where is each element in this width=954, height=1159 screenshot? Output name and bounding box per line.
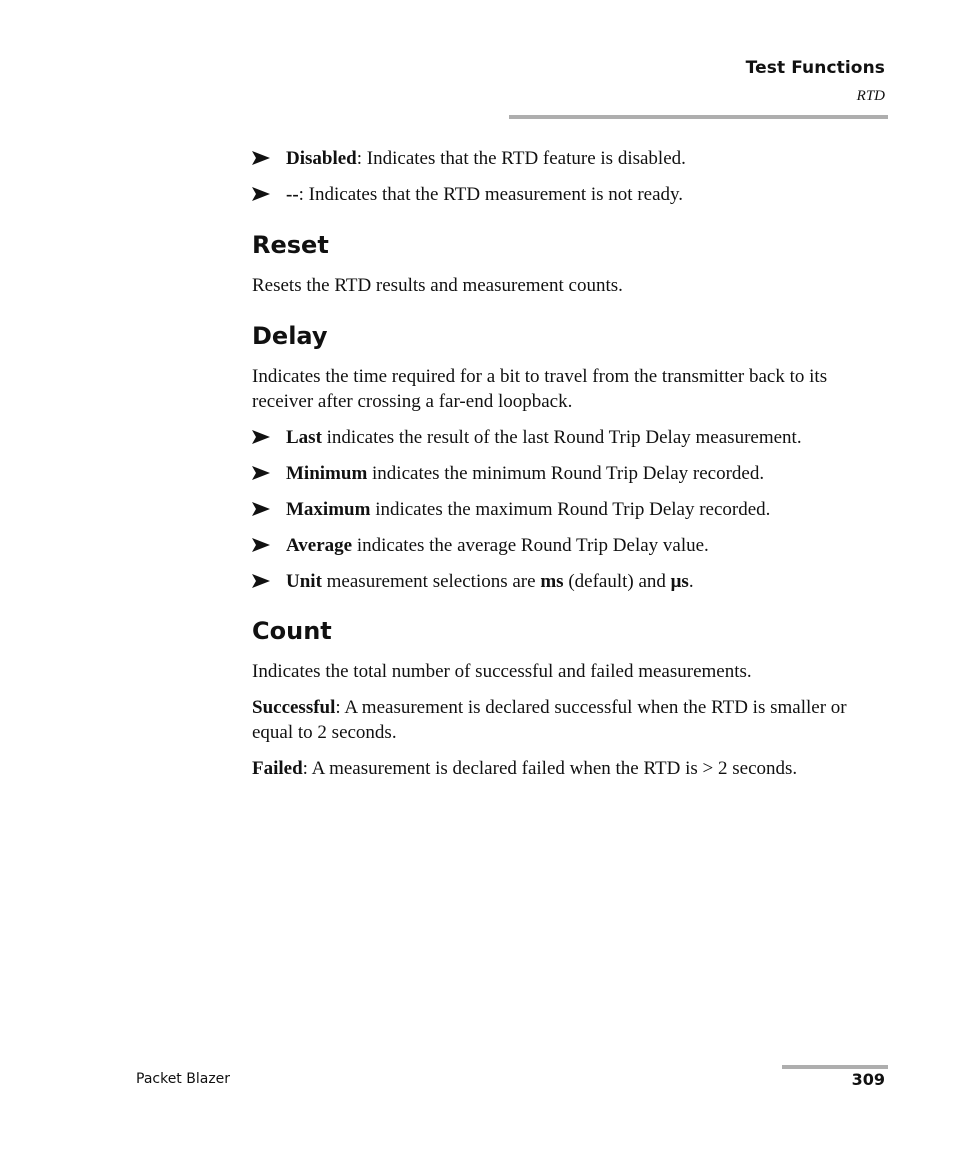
footer-rule — [782, 1065, 888, 1069]
failed-term: Failed — [252, 758, 303, 779]
count-successful — [252, 695, 888, 745]
arrow-bullet-icon — [252, 430, 270, 444]
page-number: 309 — [851, 1070, 885, 1089]
count-body: Indicates the total number of successful and failed measurements. — [252, 661, 752, 682]
bullet-term: Average — [286, 535, 353, 556]
arrow-bullet-icon — [252, 151, 270, 165]
bullet-term: Maximum — [286, 499, 371, 520]
arrow-bullet-icon — [252, 466, 270, 480]
count-failed — [252, 756, 888, 781]
failed-text: : A measurement is declared failed when the RTD is > 2 seconds. — [302, 758, 798, 779]
bullet-term: -- — [286, 184, 299, 205]
delay-body: Indicates the time required for a bit to travel from the transmitter back to its receiver after crossing a far-end loopback. — [252, 366, 828, 412]
bullet-text: (default) and — [563, 571, 671, 592]
bullet-term: Unit — [286, 571, 322, 592]
running-header-subtitle: RTD — [856, 88, 885, 104]
arrow-bullet-icon — [252, 502, 270, 516]
bullet-term: Disabled — [286, 148, 357, 169]
bullet-term: Minimum — [286, 463, 368, 484]
reset-body: Resets the RTD results and measurement counts. — [252, 275, 623, 296]
bullet-text: : Indicates that the RTD measurement is not ready. — [298, 184, 684, 205]
heading-count: Count — [252, 617, 332, 645]
heading-delay: Delay — [252, 322, 328, 350]
bullet-text: indicates the result of the last Round Trip Delay measurement. — [321, 427, 802, 448]
heading-reset: Reset — [252, 231, 329, 259]
running-header-title: Test Functions — [745, 58, 885, 78]
bullet-term: Last — [286, 427, 322, 448]
bullet-text: indicates the average Round Trip Delay value. — [352, 535, 709, 556]
bullet-text: measurement selections are — [321, 571, 541, 592]
successful-term: Successful — [252, 697, 336, 718]
header-rule — [509, 115, 888, 119]
arrow-bullet-icon — [252, 187, 270, 201]
successful-text: : A measurement is declared successful when the RTD is smaller or equal to 2 seconds. — [252, 697, 847, 743]
bullet-text: : Indicates that the RTD feature is disabled. — [356, 148, 686, 169]
unit-option-ms: ms — [540, 571, 564, 592]
bullet-text: indicates the maximum Round Trip Delay recorded. — [370, 499, 771, 520]
unit-option-us: μs — [670, 571, 689, 592]
arrow-bullet-icon — [252, 574, 270, 588]
arrow-bullet-icon — [252, 538, 270, 552]
bullet-text: . — [688, 571, 694, 592]
bullet-text: indicates the minimum Round Trip Delay recorded. — [367, 463, 765, 484]
footer-product-name: Packet Blazer — [136, 1071, 231, 1087]
